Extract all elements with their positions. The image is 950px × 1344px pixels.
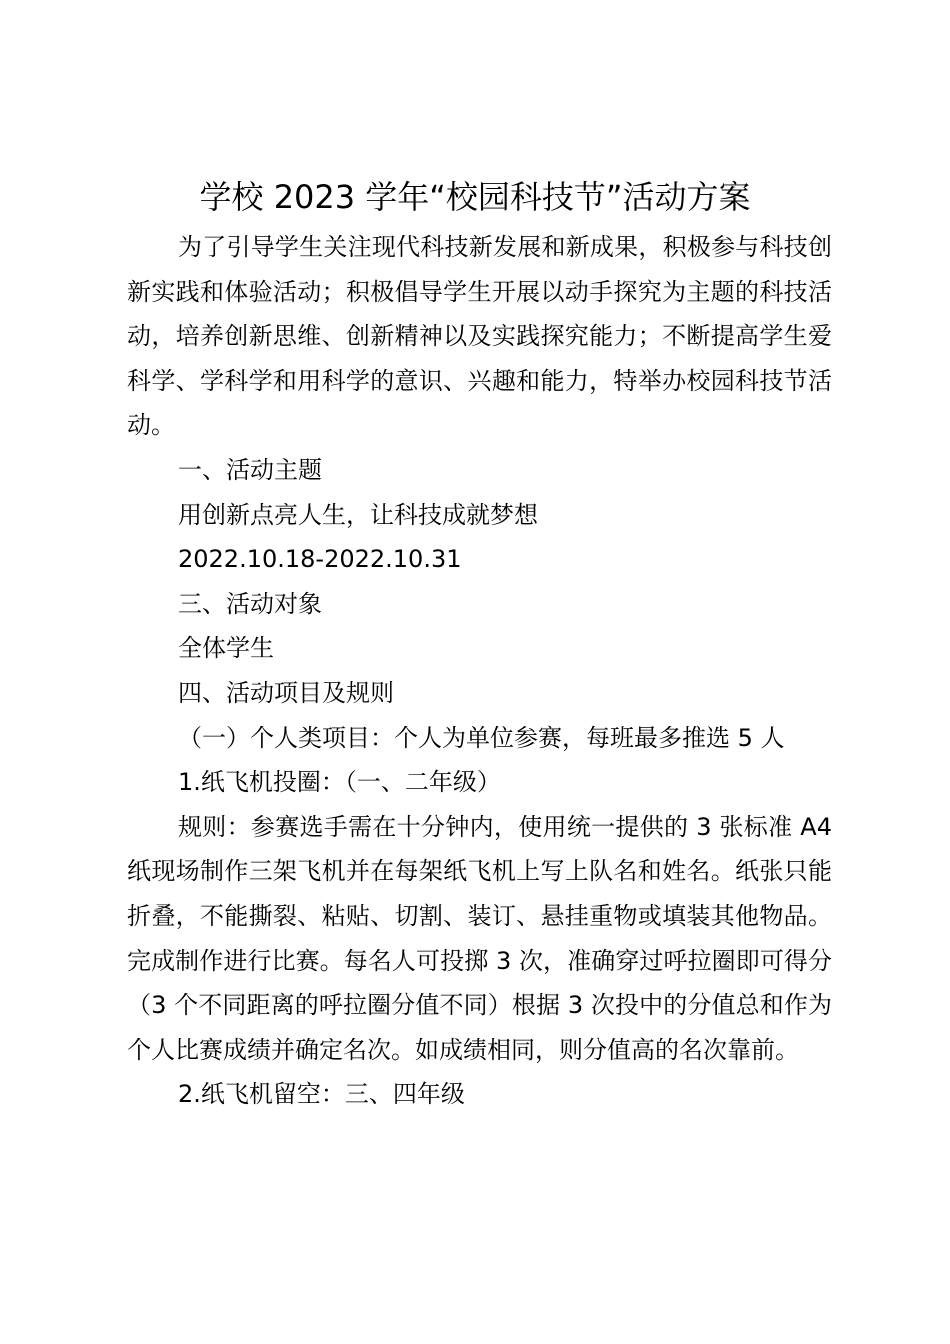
- document-title: 学校 2023 学年“校园科技节”活动方案: [199, 178, 751, 216]
- participants-text: 全体学生: [178, 634, 274, 663]
- item-heading-paper-plane-hoop: 1.纸飞机投圈：（一、二年级）: [178, 768, 501, 797]
- section-heading-participants: 三、活动对象: [178, 589, 322, 618]
- subsection-heading-individual: （一）个人类项目：个人为单位参赛，每班最多推选 5 人: [178, 723, 785, 752]
- document-body: [127, 225, 832, 1117]
- theme-text: 用创新点亮人生，让科技成就梦想: [178, 500, 538, 529]
- date-range: 2022.10.18-2022.10.31: [178, 545, 462, 574]
- section-heading-events: 四、活动项目及规则: [178, 678, 394, 707]
- section-heading-theme: 一、活动主题: [178, 455, 322, 484]
- item-heading-paper-plane-airtime: 2.纸飞机留空：三、四年级: [178, 1080, 465, 1109]
- intro-paragraph: 为了引导学生关注现代科技新发展和新成果，积极参与科技创新实践和体验活动；积极倡导学生开展以动手探究为主题的科技活动，培养创新思维、创新精神以及实践探究能力；不断提高学生爱科学、学科学和用科学的意识、兴趣和能力，特举办校园科技节活动。: [127, 233, 832, 440]
- item-rules-paper-plane-hoop: 规则：参赛选手需在十分钟内，使用统一提供的 3 张标准 A4 纸现场制作三架飞机并在每架纸飞机上写上队名和姓名。纸张只能折叠，不能撕裂、粘贴、切割、装订、悬挂重物或填装其他物品。完成制作进行比赛。每名人可投掷 3 次，准确穿过呼拉圈即可得分（3 个不同距离的呼拉圈分值不同）根据 3 次投中的分值总和作为个人比赛成绩并确定名次。如成绩相同，则分值高的名次靠前。: [127, 812, 832, 1064]
